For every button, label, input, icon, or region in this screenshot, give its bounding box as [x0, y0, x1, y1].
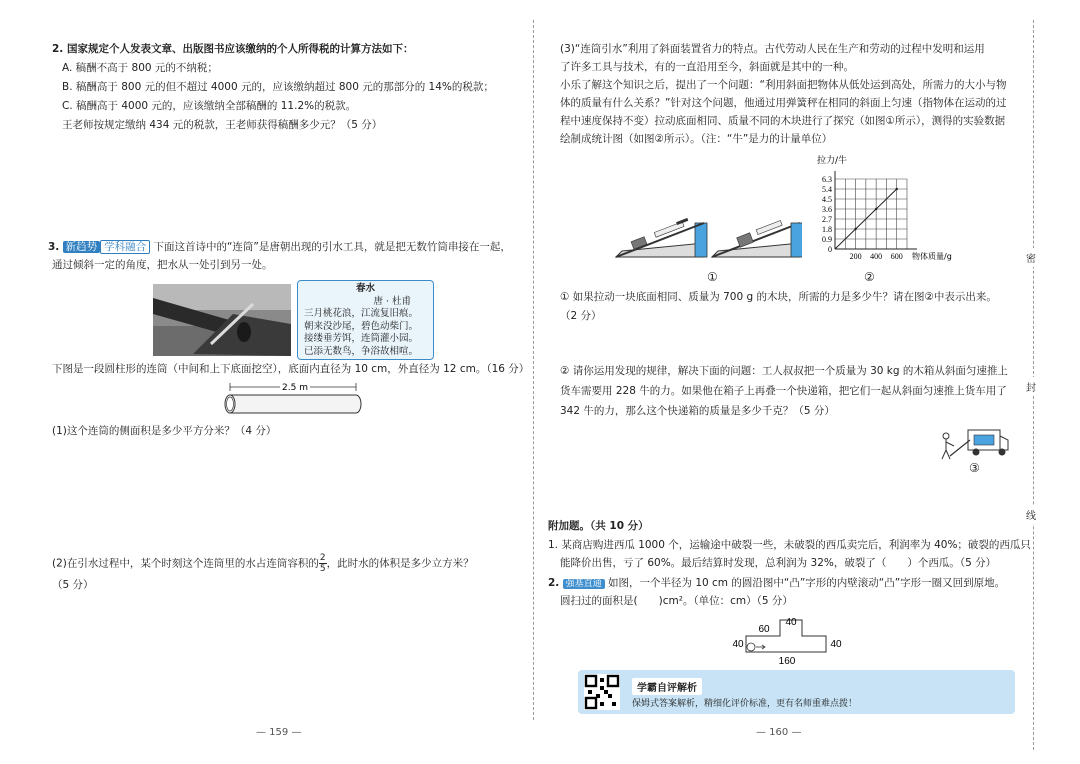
q2-option-c: C. 稿酬高于 4000 元的，应该缴纳全部稿酬的 11.2%的税款。 — [62, 100, 357, 112]
bonus-q1-a: 1. 某商店购进西瓜 1000 个，运输途中破裂一些，未破裂的西瓜卖完后，利润率为 40%；破裂的西瓜只 — [548, 539, 1031, 551]
figure-3-label: ③ — [969, 461, 980, 475]
y-tick-label: 6.3 — [822, 175, 832, 184]
poem-line: 已添无数鸟，争浴故相喧。 — [304, 345, 419, 357]
y-axis-label: 拉力/牛 — [817, 156, 848, 166]
new-trend-tag: 新趋势 — [63, 241, 101, 253]
q3-lead: 下面这首诗中的“连筒”是唐朝出现的引水工具，就是把无数竹筒串接在一起， — [153, 241, 511, 253]
x-tick-label: 600 — [890, 252, 903, 261]
q2-option-b: B. 稿酬高于 800 元的但不超过 4000 元的，应该缴纳超过 800 元的那部分的 14%的税款； — [62, 81, 494, 93]
q3-sub2-a: (2)在引水过程中，某个时刻这个连筒里的水占连筒容积的 — [52, 557, 319, 570]
banner-description: 保姆式答案解析，精细化评价标准，更有名师重难点拨！ — [632, 699, 858, 709]
foundation-tag: 强基直通 — [563, 579, 605, 589]
banner-title: 学霸自评解析 — [632, 678, 702, 695]
q2-text: ② 请你运用发现的规律，解决下面的问题：工人叔叔把一个质量为 30 kg 的木箱从斜面匀速推上 — [560, 365, 1008, 377]
y-tick-label: 1.8 — [822, 225, 832, 234]
q2-question: 王老师按规定缴纳 434 元的税款，王老师获得稿酬多少元？（5 分） — [62, 119, 383, 131]
bonus-q2-a: 如图，一个半径为 10 cm 的圆沿图中“凸”字形的内壁滚动“凸”字形一圈又回到原地。 — [608, 577, 1006, 589]
truck-figure — [940, 426, 1012, 462]
q3-sub1: (1)这个连筒的侧面积是多少平方分米？（4 分） — [52, 425, 277, 437]
p3-line: 绘制成统计图（如图②所示）。（注：“牛”是力的计量单位） — [560, 133, 833, 145]
origin-label: 0 — [828, 245, 832, 254]
q3-sub2-b: ，此时水的体积是多少立方米？ — [326, 557, 474, 570]
page-number-left: — 159 — — [256, 727, 302, 738]
p3-line: 了许多工具与技术，有的一直沿用至今，斜面就是其中的一种。 — [560, 61, 854, 73]
q2-option-a: A. 稿酬不高于 800 元的不纳税； — [62, 62, 218, 74]
poem-line: 朝来没沙尾，碧色动柴门。 — [304, 320, 419, 332]
force-mass-chart — [805, 153, 980, 265]
pipe-length-label: 2.5 m — [282, 383, 308, 393]
q2-text: 货车需要用 228 牛的力。如果他在箱子上再叠一个快递箱，把它们一起从斜面匀速推上货车用了 — [560, 385, 1007, 397]
bonus-q2-line — [548, 576, 1005, 591]
x-axis-label: 物体质量/g — [912, 252, 952, 261]
dim-label: 40 — [732, 639, 744, 650]
bonus-q1-b: 能降价出售，亏了 60%。最后结算时发现，总利润为 32%，破裂了（ ）个西瓜。（5 分） — [560, 557, 997, 569]
dim-label: 40 — [785, 617, 797, 628]
figure-2-label: ② — [864, 270, 875, 284]
bonus-q2-b: 圆扫过的面积是( )cm²。（单位：cm）（5 分） — [560, 595, 793, 607]
q1-text-a: ① 如果拉动一块底面相同、质量为 700 g 的木块，所需的力是多少牛？请在图②中表示出来。 — [560, 291, 997, 303]
dim-label: 40 — [830, 639, 842, 650]
q3-description: 下图是一段圆柱形的连筒（中间和上下底面挖空），底面内直径为 10 cm，外直径为 12 cm。（16 分） — [52, 363, 530, 375]
q3-number: 3. — [48, 241, 60, 253]
q2-lead: 2. 国家规定个人发表文章、出版图书应该缴纳的个人所得税的计算方法如下： — [52, 43, 414, 55]
q3-sub2-score: （5 分） — [52, 579, 94, 591]
y-tick-label: 3.6 — [822, 205, 832, 214]
q2-text: 342 牛的力，那么这个快递箱的质量是多少千克？（5 分） — [560, 405, 835, 417]
data-point — [875, 208, 877, 210]
page-number-right: — 160 — — [756, 727, 802, 738]
convex-shape-figure — [728, 614, 846, 668]
fraction-numerator: 2 — [319, 553, 326, 563]
y-tick-label: 0.9 — [822, 235, 832, 244]
y-tick-label: 5.4 — [822, 185, 832, 194]
poem-line: 三月桃花浪，江流复旧痕。 — [304, 308, 419, 319]
q3-lead-2: 通过倾斜一定的角度，把水从一处引到另一处。 — [52, 259, 273, 271]
poem-title: 春水 — [355, 283, 375, 294]
data-point — [854, 228, 856, 230]
bonus-title: 附加题。（共 10 分） — [548, 520, 649, 532]
p3-line: 小乐了解这个知识之后，提出了一个问题：“利用斜面把物体从低处运到高处，所需力的大小与物 — [560, 79, 1007, 91]
poem-author: 唐 · 杜甫 — [373, 295, 411, 307]
y-tick-label: 2.7 — [822, 215, 832, 224]
x-tick-label: 400 — [870, 252, 883, 261]
incline-experiment-figure — [612, 205, 802, 267]
bonus-q2-number: 2. — [548, 577, 560, 589]
side-mark: 封 — [1026, 377, 1036, 396]
self-evaluation-banner — [578, 670, 1015, 714]
p3-line: 程中速度保持不变）拉动底面相同、质量不同的木块进行了探究（如图①所示），测得的实验数据 — [560, 115, 1006, 127]
subject-fusion-tag: 学科融合 — [100, 240, 150, 254]
data-point — [896, 188, 898, 190]
x-tick-label: 200 — [849, 252, 862, 261]
dim-label: 60 — [758, 624, 770, 635]
side-mark: 线 — [1026, 505, 1036, 524]
y-tick-label: 4.5 — [822, 195, 832, 204]
q1-text-b: （2 分） — [560, 310, 602, 322]
p3-line: (3)“连筒引水”利用了斜面装置省力的特点。古代劳动人民在生产和劳动的过程中发明和运用 — [560, 43, 985, 55]
side-mark: 密 — [1026, 248, 1036, 267]
p3-line: 体的质量有什么关系？”针对这个问题，他通过用弹簧秤在相同的斜面上匀速（指物体在运动的过 — [560, 97, 1007, 109]
qr-code-icon[interactable] — [584, 674, 620, 710]
fraction-denominator: 5 — [319, 564, 326, 574]
figure-1-label: ① — [707, 270, 718, 284]
poem-line: 接缕垂芳饵，连筒灌小园。 — [304, 333, 419, 344]
dim-label: 160 — [778, 656, 796, 667]
